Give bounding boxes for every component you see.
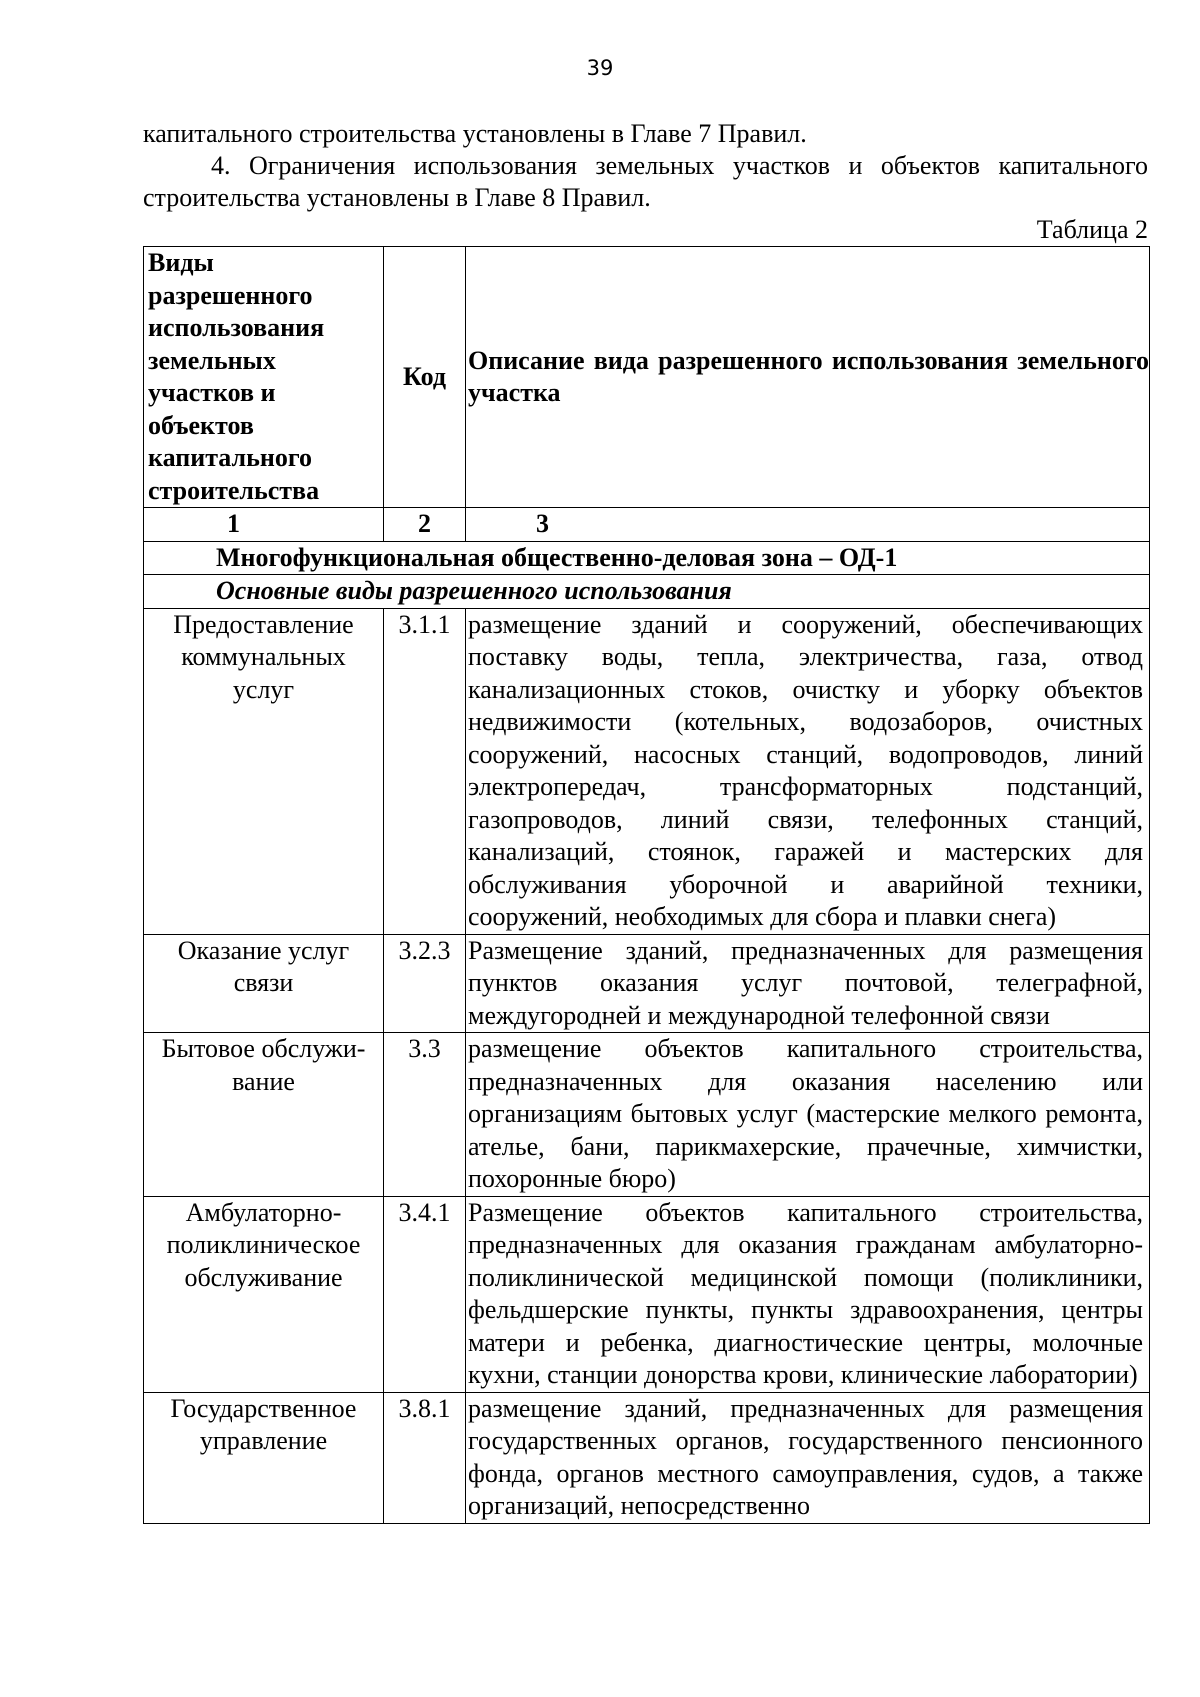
row-name: Оказание услуг связи <box>144 934 384 1033</box>
intro-line: капитального строительства установлены в Главе 7 Правил. <box>143 119 807 148</box>
row-code: 3.3 <box>384 1033 466 1197</box>
header-col-types-label: Виды разрешенного использования земельных участков и объектов капитального строительства <box>148 248 325 505</box>
zone-title-row <box>144 541 1150 575</box>
column-number-1: 1 <box>144 508 384 542</box>
table-row <box>144 1392 1150 1523</box>
row-code: 3.1.1 <box>384 608 466 934</box>
subsection-title-row <box>144 575 1150 609</box>
header-col-code: Код <box>384 247 466 508</box>
row-name: Бытовое обслужи-вание <box>144 1033 384 1197</box>
table-row <box>144 1196 1150 1392</box>
row-description: Размещение зданий, предназначенных для размещения пунктов оказания услуг почтовой, телеграфной, междугородней и международной телефонной связи <box>466 934 1150 1033</box>
table-row <box>144 1033 1150 1197</box>
row-code: 3.4.1 <box>384 1196 466 1392</box>
row-code: 3.8.1 <box>384 1392 466 1523</box>
row-code: 3.2.3 <box>384 934 466 1033</box>
page-number: 39 <box>586 56 614 80</box>
column-number-3: 3 <box>466 508 1150 542</box>
row-name: Амбулаторно-поликлиническое обслуживание <box>144 1196 384 1392</box>
paragraph-4: 4. Ограничения использования земельных участков и объектов капитального строительства установлены в Главе 8 Правил. <box>143 151 1148 212</box>
zone-title: Многофункциональная общественно-деловая зона – ОД-1 <box>144 541 1150 575</box>
row-description: размещение зданий и сооружений, обеспечивающих поставку воды, тепла, электричества, газа, отвод канализационных стоков, очистку и уборку объектов недвижимости (котельных, водозаборов, очистных сооружений, насосных станций, водопроводов, линий электропередач, трансформаторных подстанций, газопроводов, линий связи, телефонных станций, канализаций, стоянок, гаражей и мастерских для обслуживания уборочной и аварийной техники, сооружений, необходимых для сбора и плавки снега) <box>466 608 1150 934</box>
subsection-title: Основные виды разрешенного использования <box>144 575 1150 609</box>
header-col-description: Описание вида разрешенного использования земельного участка <box>466 247 1150 508</box>
column-number-2: 2 <box>384 508 466 542</box>
table-header-row <box>144 247 1150 508</box>
table-row <box>144 934 1150 1033</box>
header-col-types <box>144 247 384 508</box>
row-description: Размещение объектов капитального строительства, предназначенных для оказания гражданам амбулаторно-поликлинической медицинской помощи (поликлиники, фельдшерские пункты, пункты здравоохранения, центры матери и ребенка, диагностические центры, молочные кухни, станции донорства крови, клинические лаборатории) <box>466 1196 1150 1392</box>
row-name: Предоставление коммунальных услуг <box>144 608 384 934</box>
table-caption: Таблица 2 <box>1036 215 1148 244</box>
row-name: Государственное управление <box>144 1392 384 1523</box>
column-numbers-row <box>144 508 1150 542</box>
table-row <box>144 608 1150 934</box>
land-use-table <box>143 246 1150 1524</box>
row-description: размещение зданий, предназначенных для размещения государственных органов, государственного пенсионного фонда, органов местного самоуправления, судов, а также организаций, непосредственно <box>466 1392 1150 1523</box>
row-description: размещение объектов капитального строительства, предназначенных для оказания населению или организациям бытовых услуг (мастерские мелкого ремонта, ателье, бани, парикмахерские, прачечные, химчистки, похоронные бюро) <box>466 1033 1150 1197</box>
